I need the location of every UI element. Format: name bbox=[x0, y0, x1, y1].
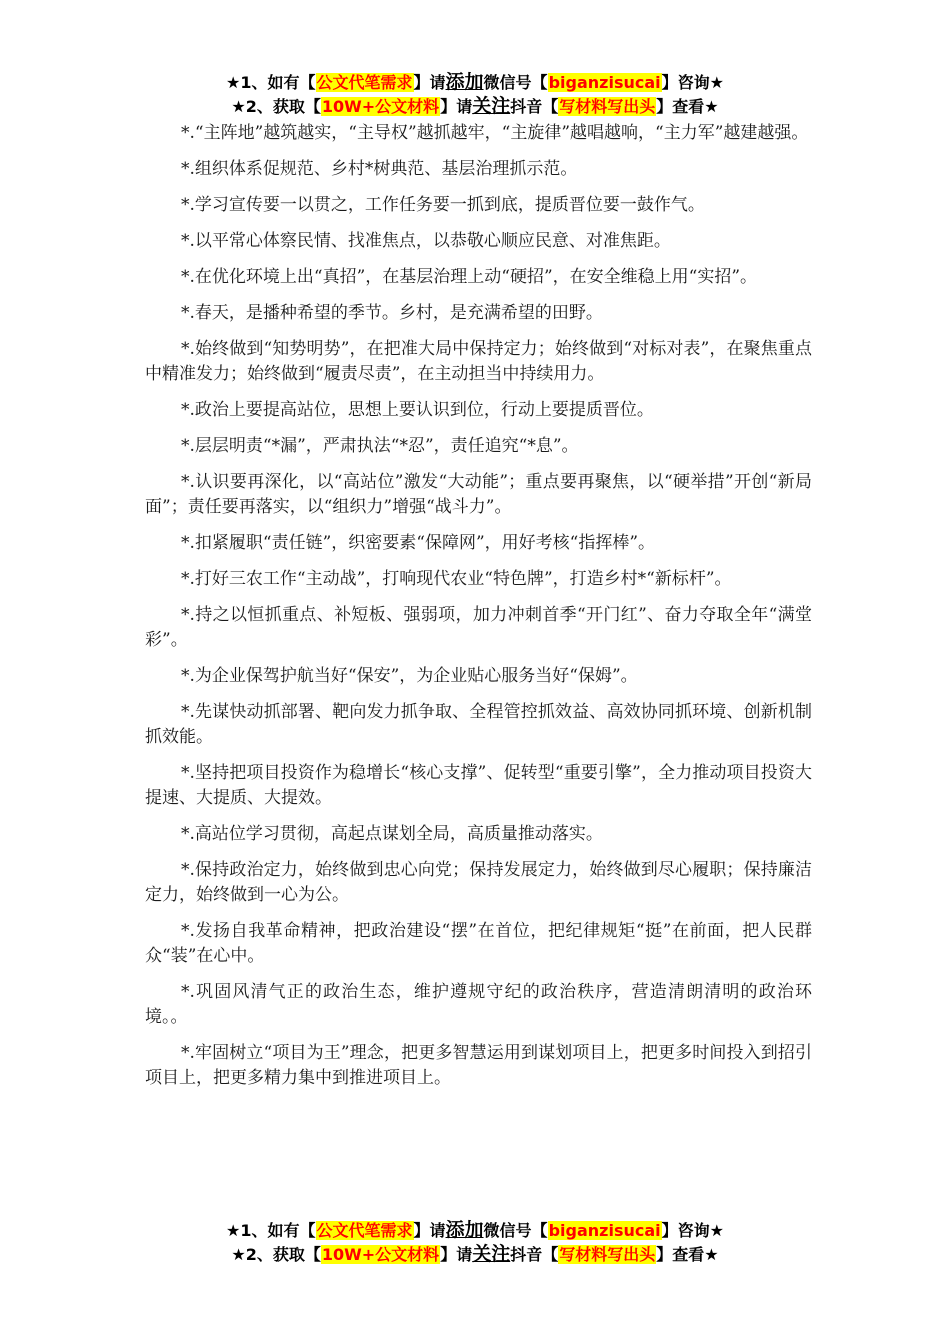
star-icon: ★ bbox=[231, 1245, 246, 1264]
banner-text: 】咨询★ bbox=[661, 1221, 724, 1240]
paragraph: *.始终做到“知势明势”，在把准大局中保持定力；始终做到“对标对表”，在聚焦重点中精准发力；始终做到“履责尽责”，在主动担当中持续用力。 bbox=[145, 339, 812, 384]
highlight-wechat-id: biganzisucai bbox=[548, 73, 661, 92]
highlight-materials: 10W+公文材料 bbox=[321, 97, 440, 116]
paragraph: *.保持政治定力，始终做到忠心向党；保持发展定力，始终做到尽心履职；保持廉洁定力，始终做到一心为公。 bbox=[145, 860, 812, 905]
star-icon: ★ bbox=[226, 73, 241, 92]
highlight-douyin-account: 写材料写出头 bbox=[559, 1245, 656, 1264]
underlined-add: 添加 bbox=[445, 1219, 484, 1241]
paragraph: *.组织体系促规范、乡村*树典范、基层治理抓示范。 bbox=[181, 159, 578, 179]
underlined-follow: 关注 bbox=[472, 95, 511, 117]
underlined-follow: 关注 bbox=[472, 1243, 511, 1265]
paragraph: *.政治上要提高站位，思想上要认识到位，行动上要提质晋位。 bbox=[181, 400, 654, 420]
paragraph: *.坚持把项目投资作为稳增长“核心支撑”、促转型“重要引擎”，全力推动项目投资大提速、大提质、大提效。 bbox=[145, 763, 812, 808]
top-banner bbox=[0, 70, 950, 118]
highlight-ghostwriting: 公文代笔需求 bbox=[316, 1221, 413, 1240]
banner-text: 微信号【 bbox=[483, 1221, 548, 1240]
bottom-banner bbox=[0, 1218, 950, 1266]
banner-text: 抖音【 bbox=[510, 97, 559, 116]
star-icon: ★ bbox=[226, 1221, 241, 1240]
paragraph: *.牢固树立“项目为王”理念，把更多智慧运用到谋划项目上，把更多时间投入到招引项目上，把更多精力集中到推进项目上。 bbox=[145, 1043, 812, 1088]
paragraph: *.层层明责“*漏”，严肃执法“*忍”，责任追究“*息”。 bbox=[181, 436, 579, 456]
paragraph: *.高站位学习贯彻，高起点谋划全局，高质量推动落实。 bbox=[181, 824, 603, 844]
banner-text: 2、获取【 bbox=[245, 97, 321, 116]
paragraph: *.在优化环境上出“真招”，在基层治理上动“硬招”，在安全维稳上用“实招”。 bbox=[181, 267, 758, 287]
underlined-add: 添加 bbox=[445, 71, 484, 93]
banner-text: 】请 bbox=[440, 97, 473, 116]
banner-text: 】请 bbox=[440, 1245, 473, 1264]
document-body bbox=[145, 121, 812, 1102]
banner-text: 】查看★ bbox=[656, 1245, 719, 1264]
highlight-wechat-id: biganzisucai bbox=[548, 1221, 661, 1240]
banner-line-1 bbox=[0, 1218, 950, 1242]
paragraph: *.发扬自我革命精神，把政治建设“摆”在首位，把纪律规矩“挺”在前面，把人民群众“装”在心中。 bbox=[145, 921, 812, 966]
highlight-ghostwriting: 公文代笔需求 bbox=[316, 73, 413, 92]
paragraph: *.“主阵地”越筑越实，“主导权”越抓越牢，“主旋律”越唱越响，“主力军”越建越强。 bbox=[181, 123, 809, 143]
paragraph: *.打好三农工作“主动战”，打响现代农业“特色牌”，打造乡村*“新标杆”。 bbox=[181, 569, 732, 589]
banner-text: 】请 bbox=[413, 1221, 446, 1240]
paragraph: *.为企业保驾护航当好“保安”，为企业贴心服务当好“保姆”。 bbox=[181, 666, 638, 686]
highlight-douyin-account: 写材料写出头 bbox=[559, 97, 656, 116]
paragraph: *.认识要再深化，以“高站位”激发“大动能”；重点要再聚焦，以“硬举措”开创“新局面”；责任要再落实，以“组织力”增强“战斗力”。 bbox=[145, 472, 812, 517]
banner-text: 抖音【 bbox=[510, 1245, 559, 1264]
banner-text: 1、如有【 bbox=[240, 1221, 316, 1240]
paragraph: *.学习宣传要一以贯之，工作任务要一抓到底，提质晋位要一鼓作气。 bbox=[181, 195, 705, 215]
banner-line-2 bbox=[0, 1242, 950, 1266]
banner-line-1 bbox=[0, 70, 950, 94]
paragraph: *.扣紧履职“责任链”，织密要素“保障网”，用好考核“指挥棒”。 bbox=[181, 533, 656, 553]
paragraph: *.春天，是播种希望的季节。乡村，是充满希望的田野。 bbox=[181, 303, 603, 323]
banner-line-2 bbox=[0, 94, 950, 118]
banner-text: 】请 bbox=[413, 73, 446, 92]
paragraph: *.持之以恒抓重点、补短板、强弱项，加力冲刺首季“开门红”、奋力夺取全年“满堂彩”。 bbox=[145, 605, 812, 650]
banner-text: 2、获取【 bbox=[245, 1245, 321, 1264]
paragraph: *.巩固风清气正的政治生态，维护遵规守纪的政治秩序，营造清朗清明的政治环境。。 bbox=[145, 982, 812, 1027]
banner-text: 】咨询★ bbox=[661, 73, 724, 92]
paragraph: *.以平常心体察民情、找准焦点，以恭敬心顺应民意、对准焦距。 bbox=[181, 231, 671, 251]
banner-text: 微信号【 bbox=[483, 73, 548, 92]
banner-text: 】查看★ bbox=[656, 97, 719, 116]
banner-text: 1、如有【 bbox=[240, 73, 316, 92]
star-icon: ★ bbox=[231, 97, 246, 116]
highlight-materials: 10W+公文材料 bbox=[321, 1245, 440, 1264]
paragraph: *.先谋快动抓部署、靶向发力抓争取、全程管控抓效益、高效协同抓环境、创新机制抓效能。 bbox=[145, 702, 812, 747]
